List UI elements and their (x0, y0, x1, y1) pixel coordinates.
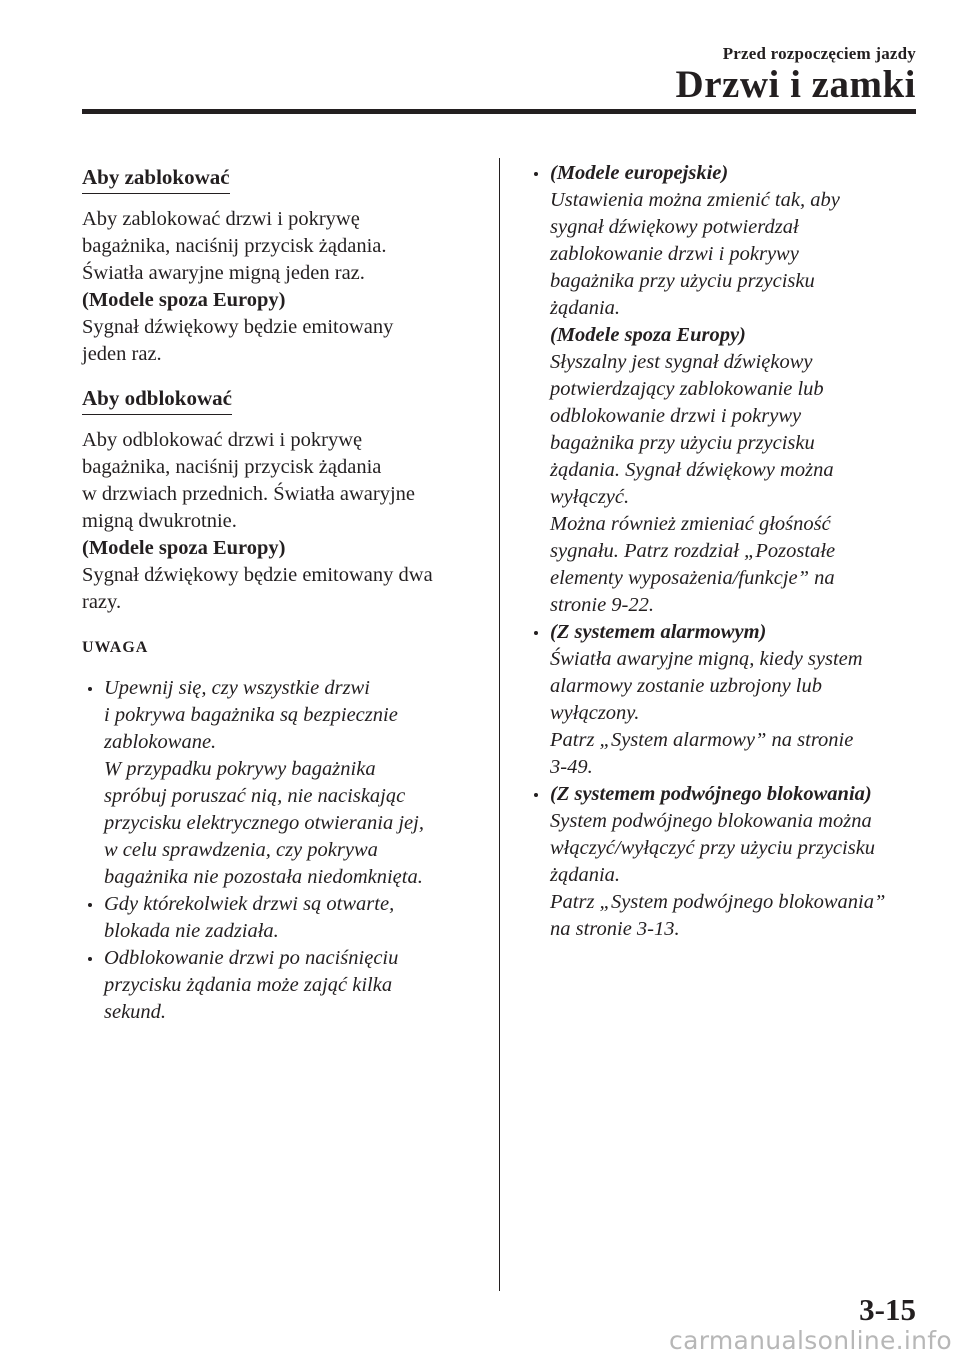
right-list (532, 160, 922, 943)
note-item: Upewnij się, czy wszystkie drzwi i pokrywa bagażnika są bezpiecznie zablokowane. W przypadku pokrywy bagażnika spróbuj poruszać nią, nie naciskając przycisku elektrycznego otwierania jej, w celu sprawdzenia, czy pokrywa bagażnika nie pozostała niedomknięta. (82, 675, 482, 891)
lock-paragraph: Aby zablokować drzwi i pokrywę bagażnika, naciśnij przycisk żądania. Światła awaryjne migną jeden raz. (82, 208, 387, 284)
note-item: (Modele europejskie) Ustawienia można zmienić tak, aby sygnał dźwiękowy potwierdzał zablokowanie drzwi i pokrywy bagażnika przy użyciu przycisku żądania. (Modele spoza Europy) Słyszalny jest sygnał dźwiękowy potwierdzający zablokowanie lub odblokowanie drzwi i pokrywy bagażnika przy użyciu przycisku żądania. Sygnał dźwiękowy można wyłączyć. Można również zmieniać głośność sygnału. Patrz rozdział „Pozostałe elementy wyposażenia/funkcje” na stronie 9-22. (532, 160, 922, 619)
note-item: (Z systemem podwójnego blokowania) System podwójnego blokowania można włączyć/wyłączyć przy użyciu przycisku żądania. Patrz „System podwójnego blokowania” na stronie 3-13. (532, 781, 922, 943)
lock-model-label: (Modele spoza Europy) (82, 289, 286, 311)
note-title: UWAGA (82, 639, 149, 656)
unlock-paragraph-2: Sygnał dźwiękowy będzie emitowany dwa razy. (82, 564, 433, 613)
bullet-icon (534, 631, 538, 635)
bullet-icon (534, 172, 538, 176)
unlock-paragraph: Aby odblokować drzwi i pokrywę bagażnika, naciśnij przycisk żądania w drzwiach przednich. Światła awaryjne migną dwukrotnie. (82, 429, 415, 532)
watermark: carmanualsonline.info (669, 1326, 952, 1355)
right-column (532, 160, 922, 943)
left-column (82, 160, 482, 1026)
page-title: Drzwi i zamki (675, 63, 916, 106)
unlock-model-label: (Modele spoza Europy) (82, 537, 286, 559)
note-item: Gdy którekolwiek drzwi są otwarte, blokada nie zadziała. (82, 891, 482, 945)
note-list (82, 675, 482, 1026)
section-heading-unlock: Aby odblokować (82, 385, 232, 415)
bullet-icon (534, 793, 538, 797)
chapter-label: Przed rozpoczęciem jazdy (722, 44, 916, 63)
bullet-icon (88, 687, 92, 691)
section-heading-lock: Aby zablokować (82, 164, 230, 194)
lock-paragraph-2: Sygnał dźwiękowy będzie emitowany jeden raz. (82, 316, 394, 365)
bullet-icon (88, 957, 92, 961)
note-item: Odblokowanie drzwi po naciśnięciu przycisku żądania może zająć kilka sekund. (82, 945, 482, 1026)
page-number: 3-15 (859, 1292, 916, 1327)
bullet-icon (88, 903, 92, 907)
note-item: (Z systemem alarmowym) Światła awaryjne migną, kiedy system alarmowy zostanie uzbrojony lub wyłączony. Patrz „System alarmowy” na stronie 3-49. (532, 619, 922, 781)
header-rule (82, 109, 916, 114)
column-divider (499, 158, 500, 1291)
